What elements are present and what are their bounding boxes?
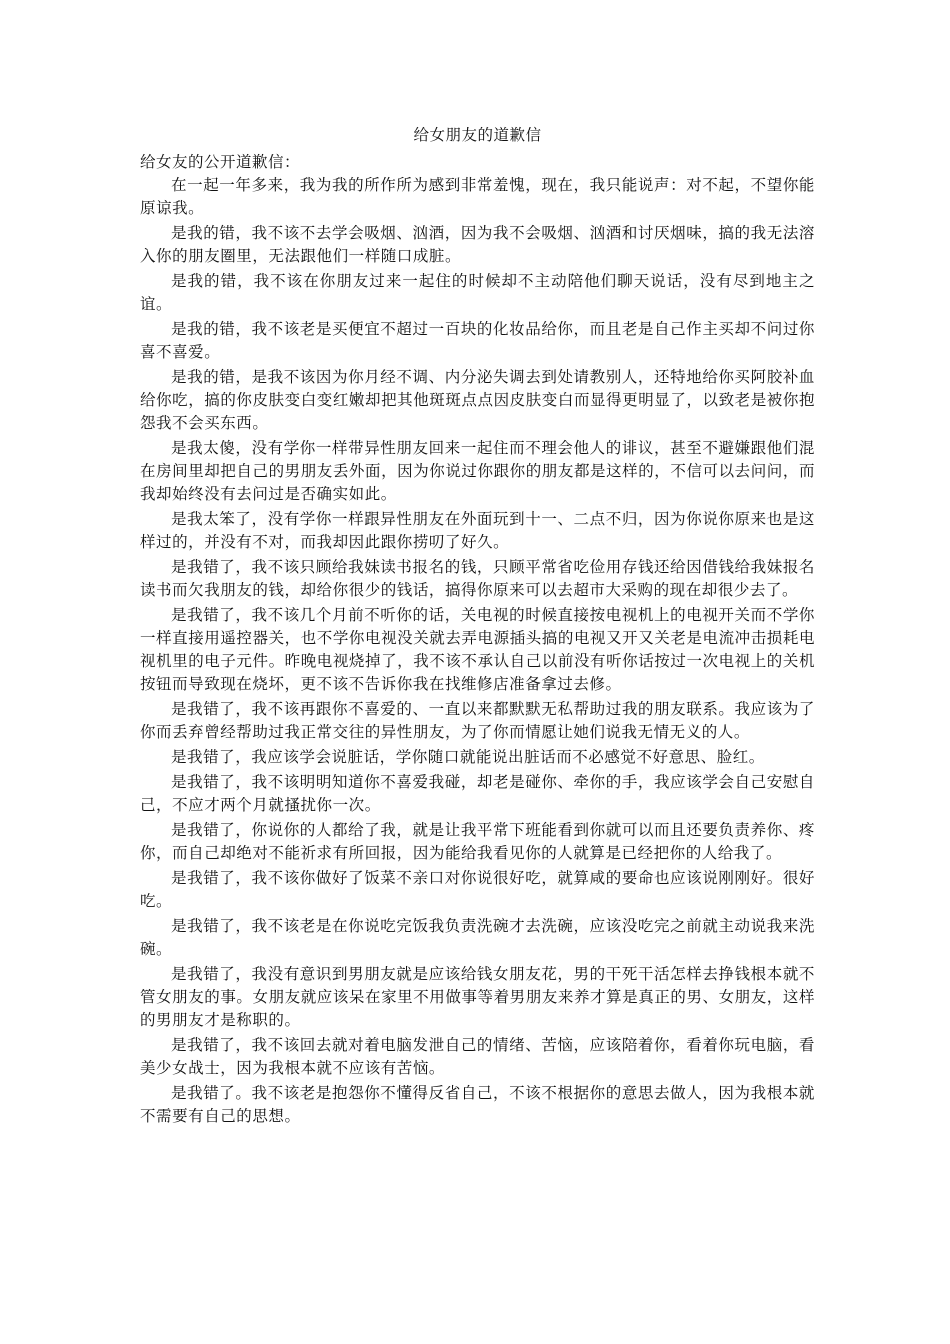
paragraph: 在一起一年多来，我为我的所作所为感到非常羞愧，现在，我只能说声：对不起，不望你能原谅我。 xyxy=(140,176,815,217)
paragraph: 是我错了。我不该老是抱怨你不懂得反省自己，不该不根据你的意思去做人，因为我根本就不需要有自己的思想。 xyxy=(140,1084,815,1125)
paragraph: 是我的错，我不该老是买便宜不超过一百块的化妆品给你，而且老是自己作主买却不问过你喜不喜爱。 xyxy=(140,320,815,361)
document-title: 给女朋友的道歉信 xyxy=(413,126,542,144)
paragraph: 是我太笨了，没有学你一样跟异性朋友在外面玩到十一、二点不归，因为你说你原来也是这样过的，并没有不对，而我却因此跟你捞叨了好久。 xyxy=(140,510,815,551)
paragraph: 是我错了，我不该回去就对着电脑发泄自己的情绪、苦恼，应该陪着你，看着你玩电脑，看美少女战士，因为我根本就不应该有苦恼。 xyxy=(140,1036,815,1077)
paragraph: 是我的错，我不该不去学会吸烟、汹酒，因为我不会吸烟、汹酒和讨厌烟味，搞的我无法溶入你的朋友圈里，无法跟他们一样随口成脏。 xyxy=(140,224,815,265)
paragraph: 是我错了，我应该学会说脏话，学你随口就能说出脏话而不必感觉不好意思、脸红。 xyxy=(171,748,765,766)
paragraph: 是我错了，我不该老是在你说吃完饭我负责洗碗才去洗碗，应该没吃完之前就主动说我来洗碗。 xyxy=(140,917,815,958)
salutation: 给女友的公开道歉信： xyxy=(140,153,301,171)
paragraph: 是我的错，我不该在你朋友过来一起住的时候却不主动陪他们聊天说话，没有尽到地主之谊。 xyxy=(140,272,815,313)
letter-body xyxy=(140,124,815,1130)
paragraph: 是我错了，我没有意识到男朋友就是应该给钱女朋友花，男的干死干活怎样去挣钱根本就不管女朋友的事。女朋友就应该呆在家里不用做事等着男朋友来养才算是真正的男、女朋友，这样的男朋友才是称职的。 xyxy=(140,965,815,1029)
paragraph: 是我太傻，没有学你一样带异性朋友回来一起住而不理会他人的诽议，甚至不避嫌跟他们混在房间里却把自己的男朋友丢外面，因为你说过你跟你的朋友都是这样的，不信可以去问问，而我却始终没有去问过是否确实如此。 xyxy=(140,439,815,503)
paragraph: 是我错了，我不该明明知道你不喜爱我碰，却老是碰你、牵你的手，我应该学会自己安慰自己，不应才两个月就搔扰你一次。 xyxy=(140,773,815,814)
paragraph: 是我错了，我不该你做好了饭菜不亲口对你说很好吃，就算咸的要命也应该说刚刚好。很好吃。 xyxy=(140,869,815,910)
paragraph: 是我错了，我不该几个月前不听你的话，关电视的时候直接按电视机上的电视开关而不学你一样直接用遥控器关，也不学你电视没关就去弄电源插头搞的电视又开又关老是电流冲击损耗电视机里的电子元件。昨晚电视烧掉了，我不该不承认自己以前没有听你话按过一次电视上的关机按钮而导致现在烧坏，更不该不告诉你我在找维修店准备拿过去修。 xyxy=(140,606,815,693)
paragraph: 是我错了，我不该再跟你不喜爱的、一直以来都默默无私帮助过我的朋友联系。我应该为了你而丢弃曾经帮助过我正常交往的异性朋友，为了你而情愿让她们说我无情无义的人。 xyxy=(140,700,815,741)
paragraph: 是我错了，我不该只顾给我妹读书报名的钱，只顾平常省吃俭用存钱还给因借钱给我妹报名读书而欠我朋友的钱，却给你很少的钱话，搞得你原来可以去超市大采购的现在却很少去了。 xyxy=(140,558,815,599)
paragraph: 是我的错，是我不该因为你月经不调、内分泌失调去到处请教别人，还特地给你买阿胶补血给你吃，搞的你皮肤变白变红嫩却把其他斑斑点点因皮肤变白而显得更明显了，以致老是被你抱怨我不会买东西。 xyxy=(140,368,815,432)
paragraph: 是我错了，你说你的人都给了我，就是让我平常下班能看到你就可以而且还要负责养你、疼你，而自己却绝对不能祈求有所回报，因为能给我看见你的人就算是已经把你的人给我了。 xyxy=(140,821,815,862)
